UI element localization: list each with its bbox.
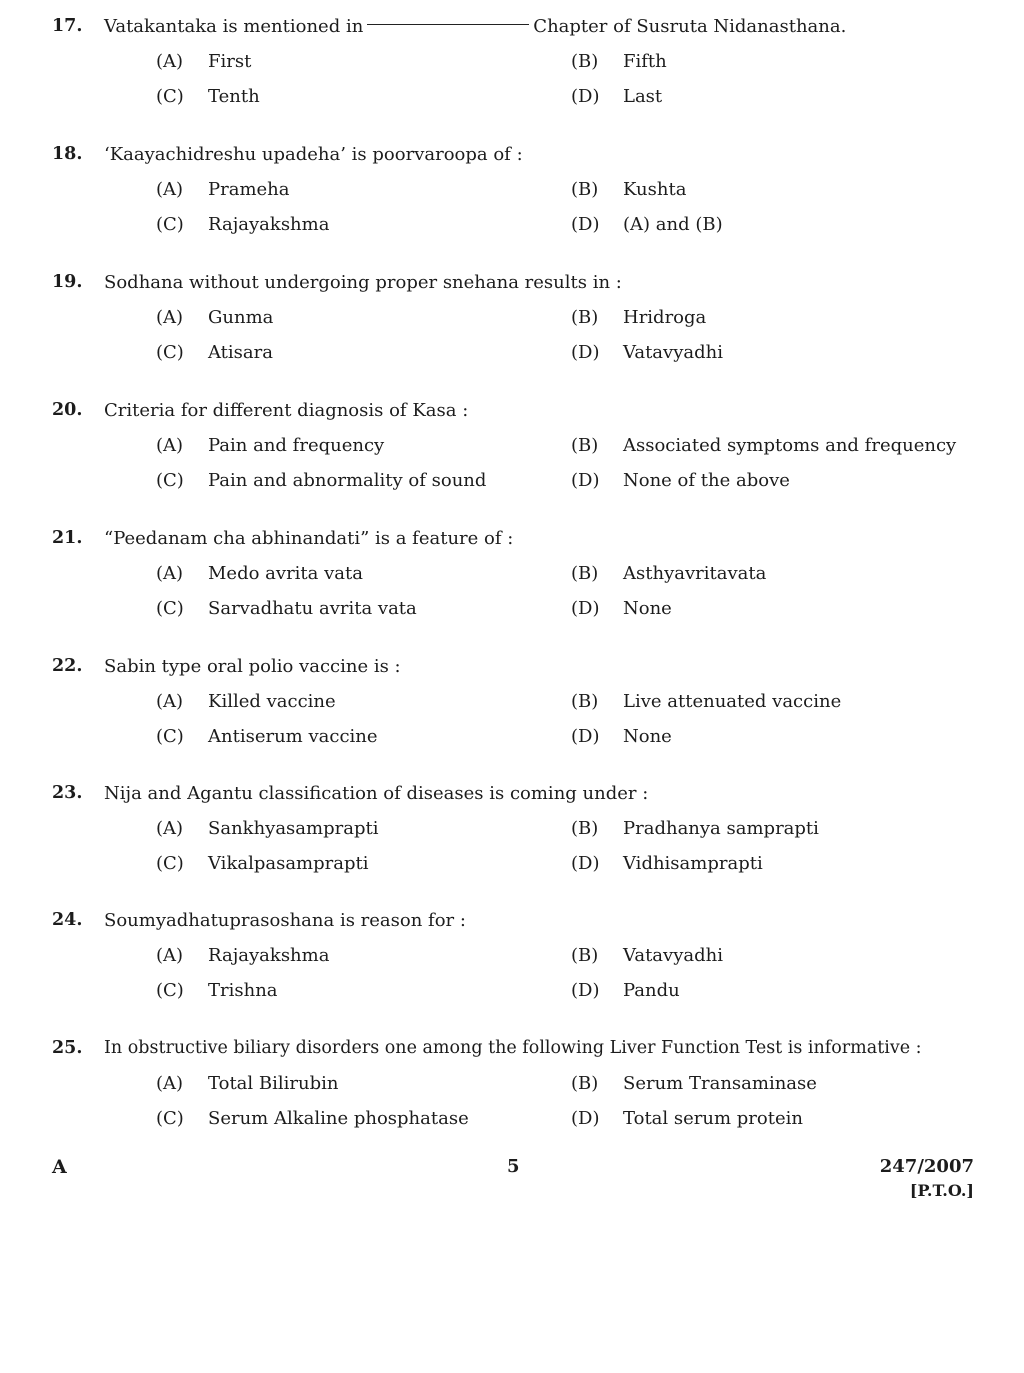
option-text: Last — [623, 86, 663, 107]
option-label: (B) — [571, 945, 599, 966]
option-a — [156, 435, 384, 456]
option-c — [156, 86, 260, 107]
option-label: (C) — [156, 726, 184, 747]
option-text: None — [623, 726, 672, 747]
option-text: Gunma — [208, 307, 274, 328]
option-text: Rajayakshma — [208, 945, 330, 966]
option-label: (D) — [571, 470, 600, 491]
option-text: Hridroga — [623, 307, 707, 328]
option-d — [571, 342, 723, 363]
option-label: (B) — [571, 435, 599, 456]
option-label: (A) — [156, 179, 184, 200]
option-d — [571, 214, 723, 235]
option-a — [156, 51, 251, 72]
option-label: (C) — [156, 853, 184, 874]
option-b — [571, 945, 723, 966]
option-c — [156, 214, 329, 235]
question-text: Soumyadhatuprasoshana is reason for : — [104, 910, 466, 931]
option-text: Vidhisamprapti — [623, 853, 763, 874]
option-label: (C) — [156, 1108, 184, 1129]
question-text: Criteria for different diagnosis of Kasa : — [104, 400, 469, 421]
option-text: Associated symptoms and frequency — [623, 435, 957, 456]
option-label: (D) — [571, 342, 600, 363]
option-d — [571, 853, 763, 874]
option-text: Pradhanya samprapti — [623, 818, 819, 839]
question-text: In obstructive biliary disorders one among the following Liver Function Test is informative : — [104, 1038, 922, 1058]
option-label: (C) — [156, 214, 184, 235]
option-label: (D) — [571, 980, 600, 1001]
option-label: (A) — [156, 563, 184, 584]
option-d — [571, 980, 680, 1001]
option-text: Killed vaccine — [208, 691, 336, 712]
option-text: Prameha — [208, 179, 290, 200]
option-c — [156, 470, 486, 491]
option-label: (C) — [156, 86, 184, 107]
option-text: (A) and (B) — [623, 214, 723, 235]
option-a — [156, 818, 378, 839]
option-label: (D) — [571, 214, 600, 235]
option-c — [156, 853, 369, 874]
option-label: (D) — [571, 86, 600, 107]
option-text: Asthyavritavata — [623, 563, 767, 584]
option-d — [571, 726, 672, 747]
option-text: Atisara — [208, 342, 273, 363]
option-a — [156, 691, 336, 712]
option-a — [156, 179, 290, 200]
option-label: (D) — [571, 726, 600, 747]
footer-page-number: 5 — [507, 1156, 520, 1177]
option-text: Vatavyadhi — [623, 945, 723, 966]
option-label: (A) — [156, 818, 184, 839]
option-label: (B) — [571, 691, 599, 712]
option-text: Serum Transaminase — [623, 1073, 817, 1094]
option-b — [571, 691, 841, 712]
footer-pto: [P.T.O.] — [909, 1181, 974, 1200]
option-text: Medo avrita vata — [208, 563, 363, 584]
option-text: Total serum protein — [623, 1108, 803, 1129]
option-text: Rajayakshma — [208, 214, 330, 235]
option-label: (A) — [156, 307, 184, 328]
option-b — [571, 818, 819, 839]
option-label: (B) — [571, 179, 599, 200]
option-c — [156, 598, 417, 619]
question-text — [104, 16, 846, 37]
option-label: (D) — [571, 1108, 600, 1129]
question-text-after-blank: Chapter of Susruta Nidanasthana. — [533, 16, 847, 37]
fill-in-blank — [367, 24, 529, 25]
option-text: None of the above — [623, 470, 790, 491]
option-text: None — [623, 598, 672, 619]
option-text: Pain and abnormality of sound — [208, 470, 487, 491]
option-text: Tenth — [208, 86, 260, 107]
option-c — [156, 342, 273, 363]
option-label: (B) — [571, 818, 599, 839]
option-label: (B) — [571, 307, 599, 328]
option-b — [571, 563, 766, 584]
option-label: (B) — [571, 51, 599, 72]
option-label: (B) — [571, 563, 599, 584]
question-text-before-blank: Vatakantaka is mentioned in — [104, 16, 364, 37]
option-d — [571, 470, 790, 491]
question-number: 21. — [52, 528, 83, 548]
option-label: (D) — [571, 598, 600, 619]
option-label: (B) — [571, 1073, 599, 1094]
option-c — [156, 1108, 469, 1129]
option-b — [571, 307, 706, 328]
option-text: Total Bilirubin — [208, 1073, 339, 1094]
question-text: Nija and Agantu classification of diseases is coming under : — [104, 783, 649, 804]
option-text: Vikalpasamprapti — [208, 853, 369, 874]
question-number: 25. — [52, 1038, 83, 1058]
option-text: First — [208, 51, 252, 72]
option-text: Kushta — [623, 179, 687, 200]
option-label: (C) — [156, 980, 184, 1001]
option-d — [571, 86, 662, 107]
option-b — [571, 435, 956, 456]
option-b — [571, 179, 686, 200]
question-text: Sabin type oral polio vaccine is : — [104, 656, 401, 677]
question-number: 20. — [52, 400, 83, 420]
option-text: Sarvadhatu avrita vata — [208, 598, 417, 619]
question-number: 23. — [52, 783, 83, 803]
option-text: Pain and frequency — [208, 435, 385, 456]
option-label: (A) — [156, 51, 184, 72]
footer-series-code: A — [52, 1156, 67, 1178]
question-text: Sodhana without undergoing proper snehana results in : — [104, 272, 622, 293]
option-text: Trishna — [208, 980, 278, 1001]
option-text: Pandu — [623, 980, 680, 1001]
option-a — [156, 563, 363, 584]
option-d — [571, 598, 672, 619]
question-number: 22. — [52, 656, 83, 676]
option-text: Vatavyadhi — [623, 342, 723, 363]
question-number: 24. — [52, 910, 83, 930]
option-label: (A) — [156, 691, 184, 712]
option-label: (C) — [156, 470, 184, 491]
option-label: (D) — [571, 853, 600, 874]
question-number: 17. — [52, 16, 83, 36]
question-number: 19. — [52, 272, 83, 292]
option-label: (C) — [156, 342, 184, 363]
option-a — [156, 307, 273, 328]
option-label: (A) — [156, 435, 184, 456]
option-a — [156, 1073, 338, 1094]
option-label: (A) — [156, 1073, 184, 1094]
footer-paper-code: 247/2007 — [879, 1156, 974, 1177]
option-c — [156, 726, 378, 747]
option-c — [156, 980, 278, 1001]
option-a — [156, 945, 329, 966]
question-text: ‘Kaayachidreshu upadeha’ is poorvaroopa of : — [104, 144, 523, 165]
option-label: (A) — [156, 945, 184, 966]
option-b — [571, 1073, 817, 1094]
question-number: 18. — [52, 144, 83, 164]
option-text: Serum Alkaline phosphatase — [208, 1108, 469, 1129]
option-text: Live attenuated vaccine — [623, 691, 842, 712]
option-text: Fifth — [623, 51, 667, 72]
option-b — [571, 51, 667, 72]
option-label: (C) — [156, 598, 184, 619]
option-text: Sankhyasamprapti — [208, 818, 379, 839]
question-text: “Peedanam cha abhinandati” is a feature of : — [104, 528, 514, 549]
option-d — [571, 1108, 803, 1129]
option-text: Antiserum vaccine — [208, 726, 378, 747]
